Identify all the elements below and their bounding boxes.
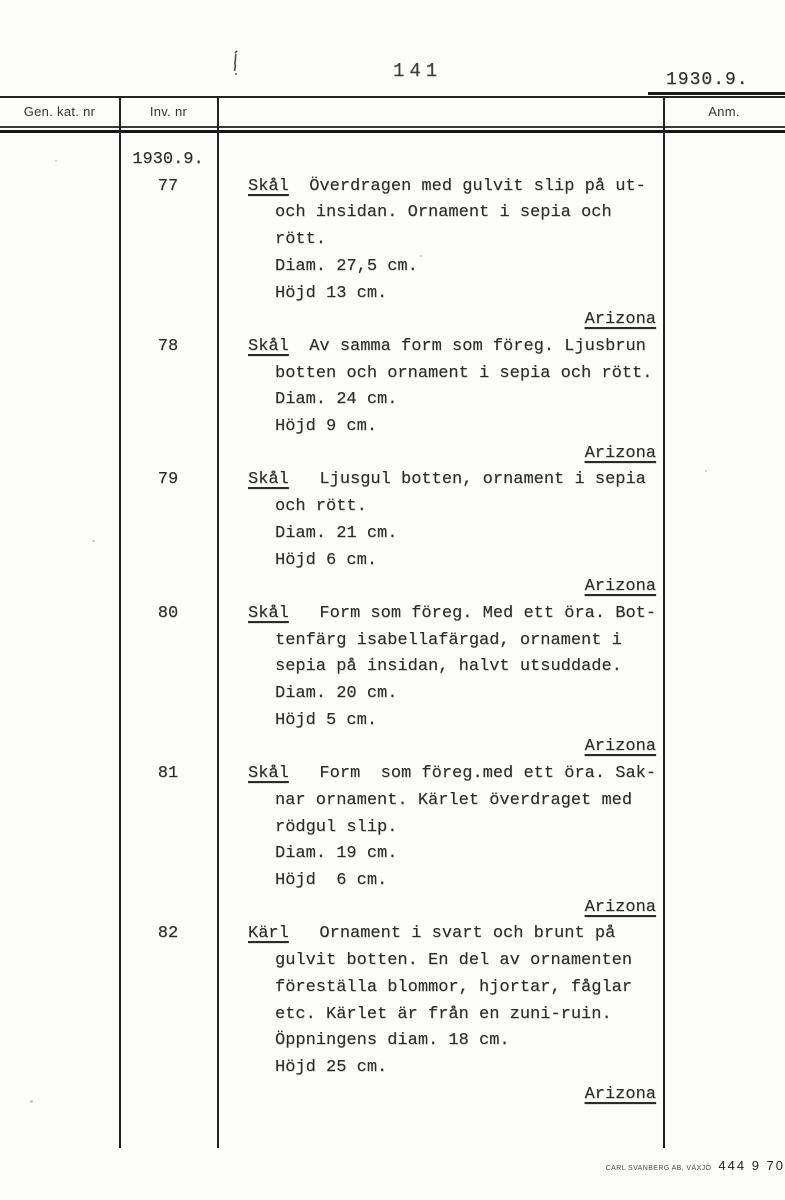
- inv-nr: 82: [157, 924, 179, 944]
- header-bottom-rule-thick: [0, 130, 785, 133]
- entry-line: gulvit botten. En del av ornamenten: [275, 951, 633, 971]
- inv-year-row: [119, 147, 664, 174]
- scan-speck: [705, 470, 707, 472]
- entry-line: Diam. 19 cm.: [275, 844, 398, 864]
- attribution-line: [248, 1082, 656, 1109]
- inv-nr: 78: [157, 336, 179, 356]
- attribution-line: [248, 441, 656, 468]
- column-header-inv-nr: Inv. nr: [149, 104, 188, 119]
- attribution: Arizona: [584, 310, 656, 330]
- entry-line: Höjd 6 cm.: [275, 550, 378, 570]
- scan-speck: [92, 540, 95, 542]
- object-term: Skål: [248, 764, 289, 784]
- attribution: Arizona: [584, 897, 656, 917]
- catalog-entry: [119, 174, 664, 334]
- scan-speck: [30, 1100, 33, 1103]
- entry-text: Form som föreg. Med ett öra. Bot-: [288, 603, 657, 623]
- entry-line: Höjd 13 cm.: [275, 283, 388, 303]
- catalog-entry: [119, 761, 664, 921]
- inv-nr: 80: [157, 603, 179, 623]
- catalog-entry: [119, 467, 664, 601]
- entry-description: [217, 334, 664, 468]
- scan-speck: [420, 255, 422, 257]
- entry-line: rödgul slip.: [275, 817, 398, 837]
- entry-line: rött.: [275, 230, 327, 250]
- entry-line: och insidan. Ornament i sepia och: [275, 203, 612, 223]
- entry-line: Höjd 6 cm.: [275, 870, 388, 890]
- object-term: Skål: [248, 176, 289, 196]
- year-label: 1930.9.: [666, 70, 749, 90]
- entry-line: Diam. 27,5 cm.: [275, 256, 418, 276]
- entry-text: Ljusgul botten, ornament i sepia: [288, 470, 646, 490]
- attribution: Arizona: [584, 1084, 656, 1104]
- entry-description: [217, 601, 664, 761]
- entry-first-line: [248, 467, 656, 494]
- entry-text: Överdragen med gulvit slip på ut-: [288, 176, 646, 196]
- column-header-gen-kat-nr: Gen. kat. nr: [23, 104, 96, 119]
- printer-name: CARL SVANBERG AB, VÄXJÖ: [605, 1165, 712, 1172]
- entry-text: Form som föreg.med ett öra. Sak-: [288, 764, 657, 784]
- entry-text: Ornament i svart och brunt på: [288, 924, 616, 944]
- printer-footer: [600, 1158, 785, 1173]
- entry-line: och rött.: [275, 497, 367, 517]
- object-term: Skål: [248, 470, 289, 490]
- entry-first-line: [248, 334, 656, 361]
- inv-nr: 77: [157, 176, 179, 196]
- entry-line: tenfärg isabellafärgad, ornament i: [275, 630, 622, 650]
- catalog-entry: [119, 921, 664, 1108]
- entry-line: sepia på insidan, halvt utsuddade.: [275, 657, 622, 677]
- entry-line: Höjd 5 cm.: [275, 710, 378, 730]
- entry-description: [217, 467, 664, 601]
- attribution: Arizona: [584, 443, 656, 463]
- entry-line: Diam. 20 cm.: [275, 684, 398, 704]
- entry-description: [217, 761, 664, 921]
- ink-mark: [228, 50, 242, 80]
- entry-first-line: [248, 601, 656, 628]
- catalog-entry: [119, 601, 664, 761]
- inv-nr: 79: [157, 470, 179, 490]
- entry-line: föreställa blommor, hjortar, fåglar: [275, 977, 633, 997]
- page-number: 141: [393, 60, 443, 82]
- attribution-line: [248, 895, 656, 922]
- entry-text: Av samma form som föreg. Ljusbrun: [288, 336, 646, 356]
- entry-line: botten och ornament i sepia och rött.: [275, 363, 653, 383]
- column-header-anm: Anm.: [708, 104, 740, 119]
- inv-year: 1930.9.: [132, 150, 204, 169]
- year-underline: [648, 92, 785, 95]
- attribution-line: [248, 307, 656, 334]
- attribution-line: [248, 574, 656, 601]
- printer-code: 444 9 70: [718, 1158, 785, 1173]
- entry-line: Öppningens diam. 18 cm.: [275, 1031, 510, 1051]
- scan-speck: [55, 160, 57, 162]
- entries-container: [119, 147, 664, 1108]
- entry-line: Höjd 9 cm.: [275, 417, 378, 437]
- entry-first-line: [248, 174, 656, 201]
- header-bottom-rule-thin: [0, 126, 785, 128]
- catalog-entry: [119, 334, 664, 468]
- entry-line: nar ornament. Kärlet överdraget med: [275, 790, 633, 810]
- entry-description: [217, 921, 664, 1108]
- entry-description: [217, 174, 664, 334]
- entry-line: Höjd 25 cm.: [275, 1057, 388, 1077]
- attribution-line: [248, 734, 656, 761]
- entry-first-line: [248, 761, 656, 788]
- object-term: Skål: [248, 336, 289, 356]
- entry-first-line: [248, 921, 656, 948]
- entry-line: Diam. 24 cm.: [275, 390, 398, 410]
- attribution: Arizona: [584, 577, 656, 597]
- attribution: Arizona: [584, 737, 656, 757]
- table-top-rule: [0, 96, 785, 98]
- entry-line: etc. Kärlet är från en zuni-ruin.: [275, 1004, 612, 1024]
- object-term: Skål: [248, 603, 289, 623]
- object-term: Kärl: [248, 924, 289, 944]
- inv-nr: 81: [157, 764, 179, 784]
- entry-line: Diam. 21 cm.: [275, 523, 398, 543]
